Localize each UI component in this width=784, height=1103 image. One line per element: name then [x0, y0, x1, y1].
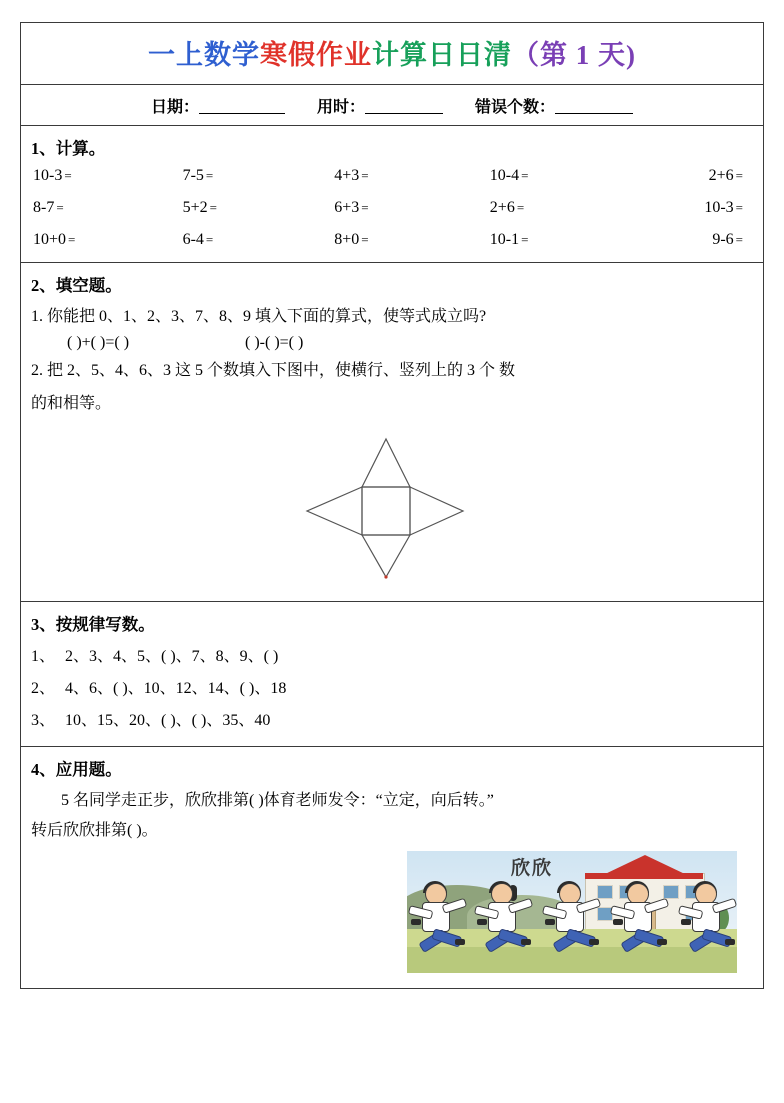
calc-item[interactable]: 8-7 = — [33, 199, 64, 216]
fill-question-2: 2. 把 2、5、4、6、3 这 5 个数填入下图中，使横行、竖列上的 3 个 数 — [31, 361, 516, 379]
section-application-heading: 4、应用题。 — [31, 759, 122, 779]
equals-sign: = — [68, 232, 76, 247]
magic-cross-figure-wrap — [31, 419, 753, 592]
calc-item[interactable]: 5+2 = — [182, 199, 217, 216]
title-part-holiday: 寒假作业 — [260, 40, 372, 70]
window-icon — [597, 885, 613, 899]
student-figure — [615, 883, 661, 967]
date-field[interactable] — [151, 94, 285, 117]
roof-triangle — [603, 855, 687, 875]
equals-sign: = — [521, 168, 529, 183]
equals-sign: = — [361, 232, 369, 247]
students-marching-illustration — [407, 851, 737, 973]
shoe-shape — [589, 939, 599, 945]
worksheet-sheet — [20, 22, 764, 989]
equals-sign: = — [516, 200, 525, 215]
title-part-day: （第 1 天) — [512, 40, 636, 70]
calc-item[interactable]: 2+6 = — [489, 199, 525, 216]
time-blank[interactable] — [365, 99, 443, 114]
title-part-calc: 计算日日清 — [372, 40, 512, 70]
pattern-line[interactable] — [31, 641, 753, 673]
shoe-shape — [411, 919, 421, 925]
errors-field[interactable] — [475, 94, 633, 117]
section-fill-heading: 2、填空题。 — [31, 276, 122, 295]
section-calculation-heading: 1、计算。 — [31, 139, 106, 158]
date-blank[interactable] — [199, 99, 285, 114]
student-figure-xinxin — [479, 883, 525, 967]
equals-sign: = — [56, 200, 64, 215]
application-text-1[interactable]: 5 名同学走正步，欣欣排第( )体育老师发令：“立定，向后转。” — [61, 791, 494, 809]
illustration-label: 欣欣 — [511, 857, 554, 879]
page-title — [21, 33, 763, 72]
equals-sign: = — [735, 168, 743, 183]
calc-item[interactable]: 7-5 = — [182, 167, 214, 184]
section-application — [21, 747, 763, 988]
equals-sign: = — [735, 200, 743, 215]
equals-sign: = — [361, 200, 369, 215]
title-row — [21, 23, 763, 85]
shoe-shape — [545, 919, 555, 925]
shoe-shape — [613, 919, 623, 925]
equals-sign: = — [361, 168, 369, 183]
shoe-shape — [681, 919, 691, 925]
illustration-wrap — [31, 847, 753, 979]
section-fill-in-blanks — [21, 263, 763, 602]
calc-item[interactable]: 10-3 = — [704, 199, 743, 216]
pattern-text[interactable]: 2、3、4、5、( )、7、8、9、( ) — [65, 647, 279, 665]
shoe-shape — [725, 939, 735, 945]
calc-item[interactable]: 6-4 = — [182, 231, 214, 248]
equals-sign: = — [735, 232, 743, 247]
fill-answer-row-1[interactable] — [31, 334, 753, 352]
calc-item[interactable]: 10+0 = — [33, 231, 76, 248]
pattern-line[interactable] — [31, 673, 753, 705]
time-label: 用时： — [316, 99, 365, 116]
calc-item[interactable]: 10-4 = — [489, 167, 529, 184]
application-text-line-1[interactable] — [31, 786, 753, 816]
errors-label: 错误个数： — [475, 99, 556, 116]
window-icon — [663, 885, 679, 899]
calc-item[interactable]: 2+6 = — [708, 167, 743, 184]
calc-item[interactable]: 8+0 = — [334, 231, 369, 248]
pattern-index: 3、 — [31, 711, 56, 729]
errors-blank[interactable] — [555, 99, 633, 114]
magic-cross-figure — [267, 425, 517, 585]
title-part-subject: 一上数学 — [148, 40, 260, 70]
time-field[interactable] — [317, 94, 443, 117]
calc-item[interactable]: 9-6 = — [712, 231, 743, 248]
pattern-text[interactable]: 4、6、( )、10、12、14、( )、18 — [65, 679, 287, 697]
equals-sign: = — [64, 168, 72, 183]
student-figure — [683, 883, 729, 967]
student-figure — [547, 883, 593, 967]
date-label: 日期： — [150, 99, 199, 116]
pattern-index: 1、 — [31, 647, 56, 665]
equals-sign: = — [209, 200, 217, 215]
equals-sign: = — [521, 232, 529, 247]
student-figure — [413, 883, 459, 967]
application-text-line-2[interactable]: 转后欣欣排第( )。 — [31, 822, 158, 840]
calc-item[interactable]: 4+3 = — [334, 167, 369, 184]
calc-item[interactable]: 10-1 = — [489, 231, 529, 248]
calculation-grid — [31, 165, 753, 253]
section-calculation — [21, 126, 763, 263]
fill-expr-right[interactable]: ( )-( )=( ) — [245, 333, 304, 351]
section-pattern-heading: 3、按规律写数。 — [31, 614, 155, 634]
equals-sign: = — [205, 232, 214, 247]
equals-sign: = — [205, 168, 214, 183]
pattern-line[interactable] — [31, 705, 753, 737]
shoe-shape — [657, 939, 667, 945]
shoe-shape — [521, 939, 531, 945]
pattern-text[interactable]: 10、15、20、( )、( )、35、40 — [65, 711, 271, 729]
section-pattern — [21, 602, 763, 747]
fill-question-1: 1. 你能把 0、1、2、3、7、8、9 填入下面的算式，使等式成立吗? — [31, 308, 487, 325]
fill-question-2-cont: 的和相等。 — [31, 395, 112, 413]
fill-expr-left[interactable]: ( )+( )=( ) — [67, 333, 130, 351]
shoe-shape — [477, 919, 487, 925]
calc-item[interactable]: 6+3 = — [334, 199, 369, 216]
pattern-index: 2、 — [31, 679, 56, 697]
info-row — [21, 85, 763, 126]
calc-item[interactable]: 10-3 = — [33, 167, 72, 184]
shoe-shape — [455, 939, 465, 945]
